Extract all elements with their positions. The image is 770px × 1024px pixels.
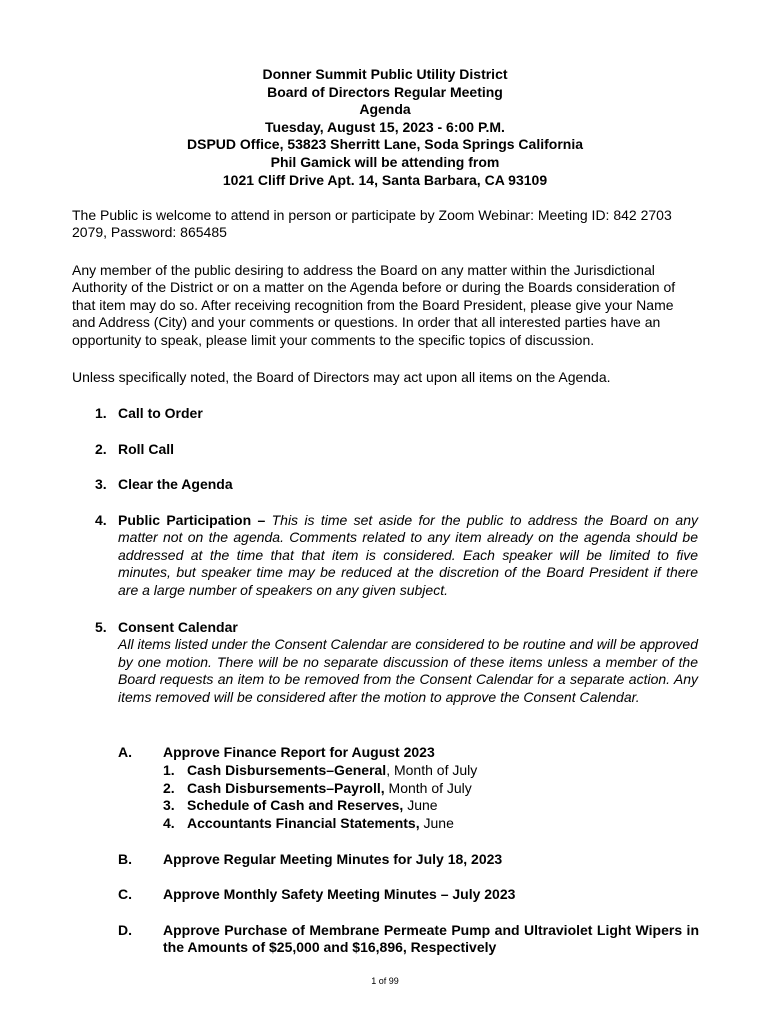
item-label: Call to Order [118,405,203,421]
consent-letter: C. [118,886,132,902]
finance-report-list [163,762,477,832]
consent-letter: B. [118,851,132,867]
meeting-location: DSPUD Office, 53823 Sherritt Lane, Soda Springs California [187,136,583,153]
item-number: 5. [95,619,107,635]
district-name: Donner Summit Public Utility District [262,66,508,82]
consent-title: Approve Regular Meeting Minutes for July 18, 2023 [163,851,503,867]
agenda-item [118,405,698,422]
agenda-header [0,66,770,189]
agenda-item [118,441,698,458]
item-description: This is time set aside for the public to address the Board on any matter not on the agenda. Comments related to any item already on the agenda should be addressed at the time that that item is considered. Each speaker will be limited to five minutes, but speaker time may be reduced at the discretion of the Board President if there are a large number of speakers on any given subject. [118,512,698,598]
consent-title: Approve Finance Report for August 2023 [163,744,435,760]
consent-title: Approve Monthly Safety Meeting Minutes – July 2023 [163,886,516,902]
item-number: 2. [95,441,107,457]
agenda-item-public-participation [118,512,698,599]
zoom-info: The Public is welcome to attend in person or participate by Zoom Webinar: Meeting ID: 842 2703 2079, Password: 865485 [72,207,672,241]
item-label: Consent Calendar [118,619,238,635]
item-number: 4. [95,512,107,528]
public-comment-info: Any member of the public desiring to address the Board on any matter within the Jurisdictional Authority of the District or on a matter on the Agenda before or during the Boards consideration of that item may do so. After receiving recognition from the Board President, please give your Name and Address (City) and your comments or questions. In order that all interested parties have an opportunity to speak, please limit your comments to the specific topics of discussion. [72,262,676,348]
item-number: 3. [95,476,107,492]
consent-letter: A. [118,744,132,760]
list-item: 3. Schedule of Cash and Reserves, June [163,797,438,814]
item-description: All items listed under the Consent Calendar are considered to be routine and will be approved by one motion. There will be no separate discussion of these items unless a member of the Board requests an item to be removed from the Consent Calendar for a separate action. Any items removed will be considered after the motion to approve the Consent Calendar. [118,636,698,705]
remote-attendee: Phil Gamick will be attending from [270,153,500,170]
item-label: Public Participation – [118,512,266,528]
item-label: Clear the Agenda [118,476,233,492]
list-item: 1. Cash Disbursements–General, Month of July [163,762,478,778]
meeting-type: Board of Directors Regular Meeting [267,83,503,100]
agenda-item [118,476,698,493]
item-number: 1. [95,405,107,421]
agenda-item-consent-calendar [118,619,698,706]
list-item: 4. Accountants Financial Statements, June [163,814,454,831]
action-note: Unless specifically noted, the Board of Directors may act upon all items on the Agenda. [72,369,611,385]
meeting-datetime: Tuesday, August 15, 2023 - 6:00 P.M. [265,118,505,135]
item-label: Roll Call [118,441,175,457]
remote-address: 1021 Cliff Drive Apt. 14, Santa Barbara, CA 93109 [222,171,548,188]
page-number: 1 of 99 [371,976,399,986]
consent-title: Approve Purchase of Membrane Permeate Pump and Ultraviolet Light Wipers in the Amounts of $25,000 and $16,896, Respectively [163,922,699,956]
doc-title: Agenda [359,101,411,118]
list-item: 2. Cash Disbursements–Payroll, Month of July [163,779,472,796]
consent-letter: D. [118,922,132,938]
